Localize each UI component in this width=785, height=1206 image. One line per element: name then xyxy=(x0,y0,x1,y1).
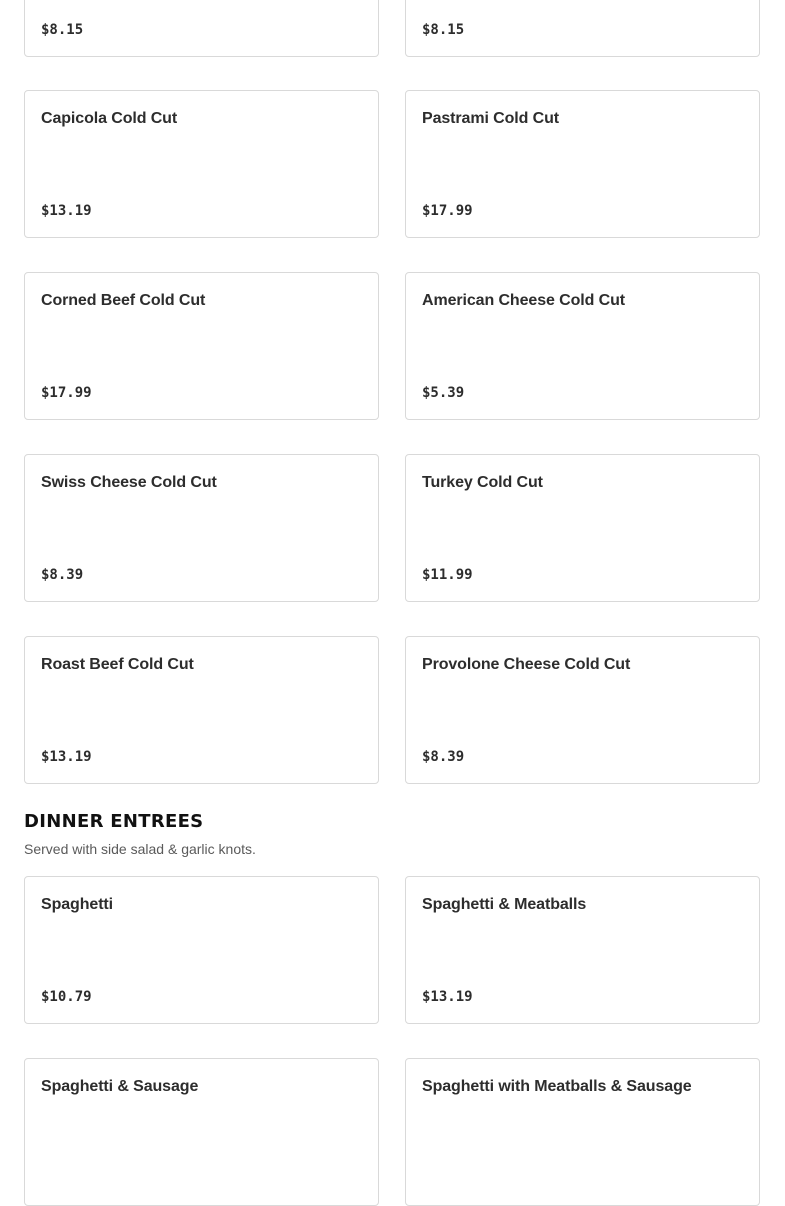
menu-item-card[interactable] xyxy=(24,90,379,238)
menu-item-card[interactable] xyxy=(24,876,379,1024)
menu-item-card[interactable] xyxy=(24,272,379,420)
menu-item-name: Spaghetti & Sausage xyxy=(41,1078,199,1095)
section-description: Served with side salad & garlic knots. xyxy=(24,841,256,857)
menu-item-name: Provolone Cheese Cold Cut xyxy=(422,656,631,673)
menu-item-name: Swiss Cheese Cold Cut xyxy=(41,474,217,491)
menu-item-name: Pastrami Cold Cut xyxy=(422,110,559,127)
menu-item-price: $8.39 xyxy=(41,567,84,583)
menu-item-card[interactable] xyxy=(405,90,760,238)
menu-item-card[interactable] xyxy=(24,1058,379,1206)
menu-item-card[interactable] xyxy=(405,0,760,57)
menu-item-price: $8.39 xyxy=(422,749,465,765)
menu-item-card[interactable] xyxy=(405,876,760,1024)
menu-item-name: Spaghetti & Meatballs xyxy=(422,896,587,913)
menu-item-card[interactable] xyxy=(405,636,760,784)
menu-item-price: $13.19 xyxy=(41,203,92,219)
menu-item-price: $17.99 xyxy=(41,385,92,401)
menu-item-name: Spaghetti xyxy=(41,896,113,913)
menu-item-card[interactable] xyxy=(24,454,379,602)
menu-item-price: $5.39 xyxy=(422,385,465,401)
menu-item-price: $10.79 xyxy=(41,989,92,1005)
menu-item-price: $13.19 xyxy=(422,989,473,1005)
menu-item-name: Spaghetti with Meatballs & Sausage xyxy=(422,1078,692,1095)
menu-item-card[interactable] xyxy=(405,272,760,420)
menu-item-price: $13.19 xyxy=(41,749,92,765)
menu-item-price: $8.15 xyxy=(41,22,84,38)
menu-item-name: Capicola Cold Cut xyxy=(41,110,178,127)
menu-item-price: $17.99 xyxy=(422,203,473,219)
menu-item-card[interactable] xyxy=(405,1058,760,1206)
menu-item-name: Turkey Cold Cut xyxy=(422,474,543,491)
section-title: DINNER ENTREES xyxy=(24,811,204,832)
menu-item-price: $8.15 xyxy=(422,22,465,38)
menu-item-card[interactable] xyxy=(24,636,379,784)
menu-item-price: $11.99 xyxy=(422,567,473,583)
menu-item-card[interactable] xyxy=(405,454,760,602)
menu-item-name: Corned Beef Cold Cut xyxy=(41,292,206,309)
menu-item-name: Roast Beef Cold Cut xyxy=(41,656,194,673)
menu-item-card[interactable] xyxy=(24,0,379,57)
menu-item-name: American Cheese Cold Cut xyxy=(422,292,625,309)
